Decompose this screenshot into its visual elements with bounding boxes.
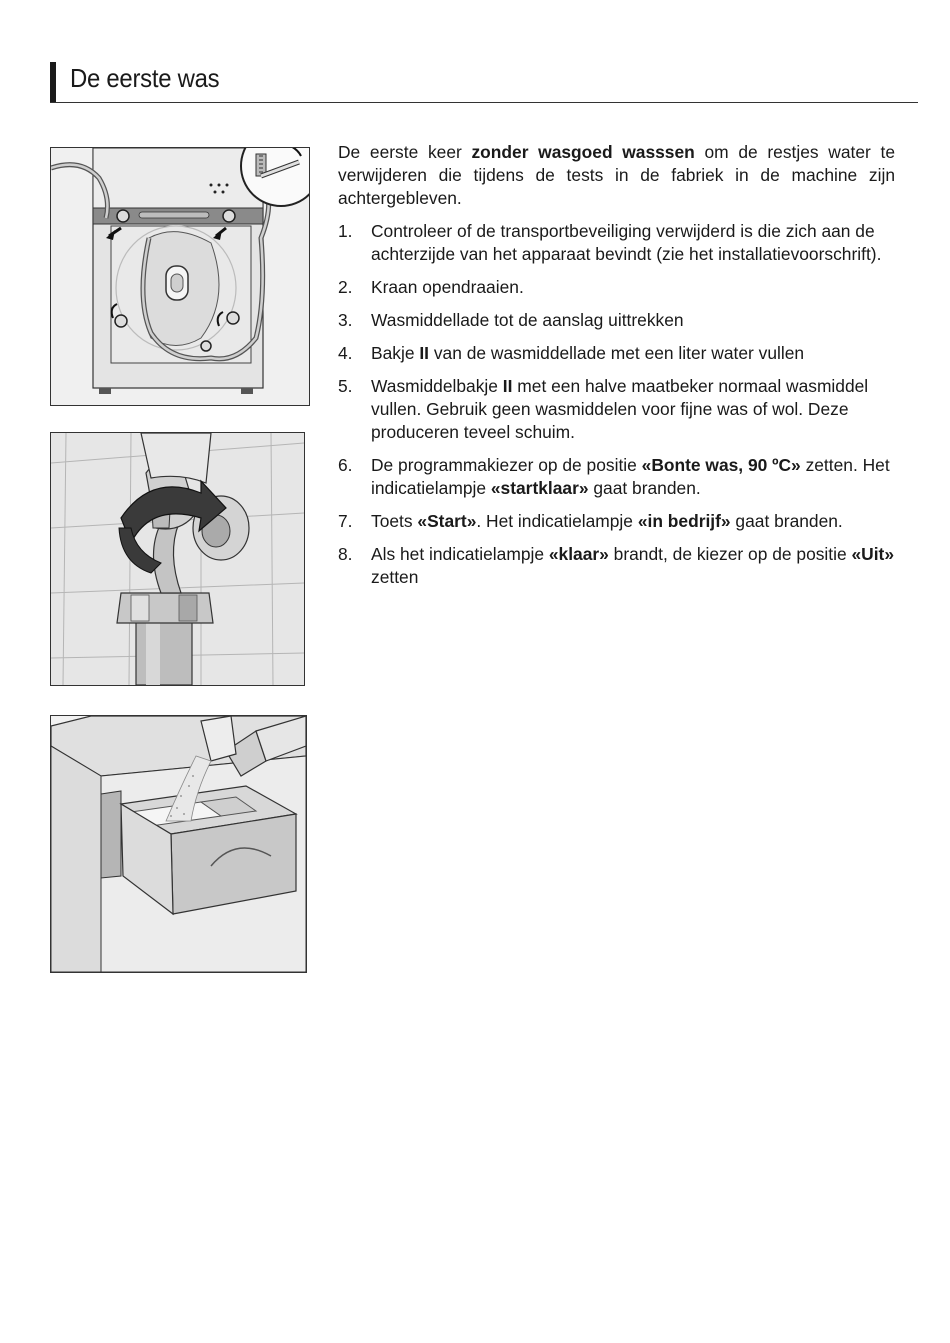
step-item bbox=[338, 510, 895, 533]
water-tap-illustration bbox=[50, 432, 305, 686]
step-emphasis: II bbox=[419, 343, 430, 363]
steps-list bbox=[338, 220, 895, 589]
step-emphasis: «startklaar» bbox=[490, 478, 589, 498]
step-item bbox=[338, 543, 895, 589]
step-item bbox=[338, 342, 895, 365]
step-emphasis: «Bonte was, 90 ºC» bbox=[641, 455, 801, 475]
section-heading bbox=[50, 62, 918, 103]
step-text: De programmakiezer op de positie bbox=[371, 455, 642, 475]
instructions-column bbox=[338, 141, 895, 599]
step-number: 4. bbox=[338, 343, 353, 363]
step-item bbox=[338, 454, 895, 500]
step-text: . Het indicatielampje bbox=[476, 511, 638, 531]
step-text: van de wasmiddellade met een liter water vullen bbox=[429, 343, 805, 363]
step-text: zetten bbox=[371, 567, 419, 587]
step-text: Bakje bbox=[371, 343, 420, 363]
step-emphasis: «Start» bbox=[417, 511, 477, 531]
step-text: Controleer of de transportbeveiliging verwijderd is die zich aan de achterzijde van het apparaat bevindt (zie het installatievoorschrift). bbox=[371, 221, 882, 264]
step-text: gaat branden. bbox=[588, 478, 701, 498]
step-number: 6. bbox=[338, 455, 353, 475]
step-item bbox=[338, 375, 895, 444]
step-text: gaat branden. bbox=[730, 511, 843, 531]
step-number: 1. bbox=[338, 221, 353, 241]
step-text: Wasmiddellade tot de aanslag uittrekken bbox=[371, 310, 684, 330]
step-emphasis: II bbox=[502, 376, 513, 396]
washing-machine-back-illustration bbox=[50, 147, 310, 406]
intro-paragraph bbox=[338, 141, 895, 210]
step-emphasis: «klaar» bbox=[548, 544, 609, 564]
intro-text-after: om de restjes water te verwijderen die tijdens de tests in de fabriek in de machine zijn achtergebleven. bbox=[338, 142, 895, 208]
step-number: 7. bbox=[338, 511, 353, 531]
step-text: Kraan opendraaien. bbox=[371, 277, 524, 297]
step-number: 8. bbox=[338, 544, 353, 564]
step-item bbox=[338, 220, 895, 266]
step-number: 2. bbox=[338, 277, 353, 297]
step-text: zetten. Het indicatielampje bbox=[371, 455, 890, 498]
step-text: Wasmiddelbakje bbox=[371, 376, 503, 396]
step-item bbox=[338, 309, 895, 332]
step-text: met een halve maatbeker normaal wasmiddel vullen. Gebruik geen wasmiddelen voor fijne was of wol. Deze produceren teveel schuim. bbox=[371, 376, 869, 442]
step-number: 5. bbox=[338, 376, 353, 396]
step-emphasis: «Uit» bbox=[851, 544, 895, 564]
step-number: 3. bbox=[338, 310, 353, 330]
intro-emphasis: zonder wasgoed wasssen bbox=[471, 142, 695, 162]
intro-text-before: De eerste keer bbox=[338, 142, 472, 162]
page-title: De eerste was bbox=[70, 63, 220, 93]
step-item bbox=[338, 276, 895, 299]
step-emphasis: «in bedrijf» bbox=[637, 511, 731, 531]
detergent-drawer-illustration bbox=[50, 715, 307, 973]
step-text: Als het indicatielampje bbox=[371, 544, 549, 564]
step-text: Toets bbox=[371, 511, 418, 531]
heading-bar bbox=[50, 62, 56, 102]
step-text: brandt, de kiezer op de positie bbox=[608, 544, 852, 564]
